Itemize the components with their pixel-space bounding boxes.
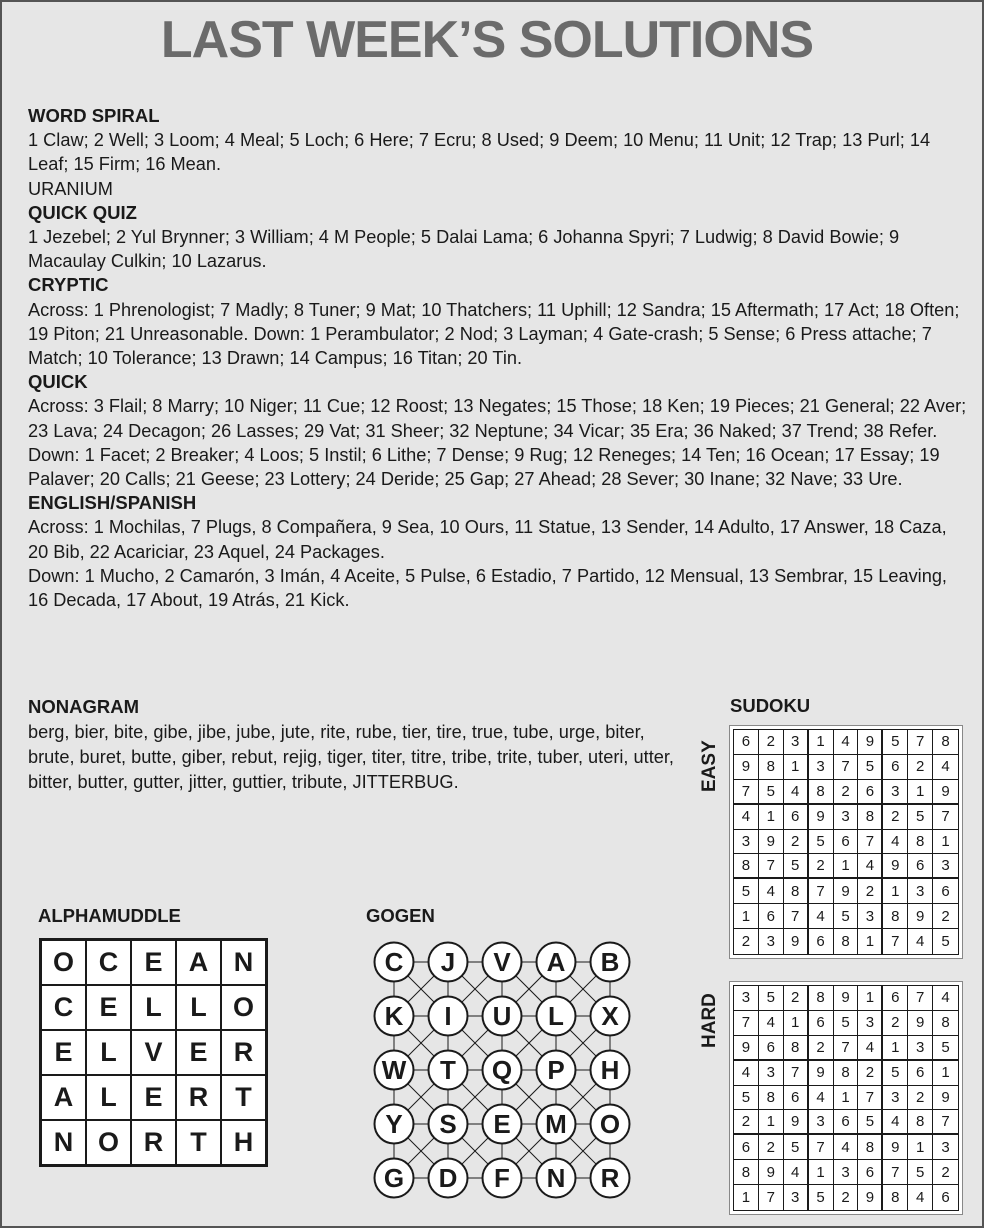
alphamuddle-cell: T	[221, 1075, 266, 1120]
sudoku-cell: 4	[809, 904, 834, 929]
sudoku-cell: 5	[809, 830, 834, 855]
sudoku-cell: 6	[908, 1061, 933, 1086]
sudoku-cell: 6	[834, 830, 859, 855]
section-cryptic	[28, 273, 968, 370]
sudoku-cell: 5	[883, 730, 908, 755]
gogen-letter: M	[545, 1109, 567, 1139]
section-paragraph: URANIUM	[28, 178, 113, 199]
gogen-letter: V	[493, 947, 511, 977]
sudoku-cell: 6	[883, 986, 908, 1011]
sudoku-cell: 9	[759, 1160, 784, 1185]
gogen-letter: W	[381, 1055, 407, 1085]
sudoku-cell: 6	[834, 1110, 859, 1135]
sudoku-cell: 4	[809, 1086, 834, 1111]
gogen-letter: X	[601, 1001, 619, 1031]
sudoku-cell: 8	[759, 755, 784, 780]
gogen-letter: O	[599, 1109, 621, 1139]
sudoku-cell: 3	[834, 1160, 859, 1185]
alphamuddle-grid	[39, 938, 268, 1167]
sudoku-cell: 8	[759, 1086, 784, 1111]
sudoku-cell: 4	[759, 1011, 784, 1036]
sudoku-cell: 6	[908, 854, 933, 879]
sudoku-cell: 6	[784, 1086, 809, 1111]
sudoku-cell: 7	[759, 1185, 784, 1210]
sudoku-cell: 3	[759, 929, 784, 954]
sudoku-cell: 1	[734, 904, 759, 929]
sudoku-cell: 2	[933, 1160, 958, 1185]
sudoku-cell: 7	[784, 1061, 809, 1086]
section-quick	[28, 370, 968, 491]
gogen-letter: N	[546, 1163, 566, 1193]
sudoku-cell: 5	[734, 879, 759, 904]
sudoku-cell: 5	[933, 929, 958, 954]
sudoku-heading: SUDOKU	[730, 695, 811, 716]
sudoku-cell: 8	[809, 780, 834, 805]
sudoku-cell: 9	[784, 1110, 809, 1135]
nonagram-answers: berg, bier, bite, gibe, jibe, jube, jute, rite, rube, tier, tire, true, tube, urge, biter, brute, buret, butte, giber, rebut, rejig, tiger, titer, titre, tribe, trite, tuber, uteri, utter, bitter, butter, gutter, jitter, guttier, tribute, JITTERBUG.	[28, 722, 674, 792]
section-heading: CRYPTIC	[28, 274, 109, 296]
sudoku-cell: 4	[759, 879, 784, 904]
sudoku-cell: 4	[858, 854, 883, 879]
sudoku-cell: 2	[908, 1086, 933, 1111]
sudoku-cell: 6	[759, 904, 784, 929]
sudoku-cell: 7	[883, 929, 908, 954]
sudoku-cell: 5	[883, 1061, 908, 1086]
sudoku-cell: 2	[809, 854, 834, 879]
sudoku-cell: 3	[734, 830, 759, 855]
sudoku-cell: 3	[784, 730, 809, 755]
sudoku-cell: 4	[858, 1036, 883, 1061]
sudoku-cell: 3	[858, 1011, 883, 1036]
gogen-letter: F	[494, 1163, 510, 1193]
sudoku-cell: 1	[858, 986, 883, 1011]
sudoku-cell: 2	[858, 1061, 883, 1086]
sudoku-cell: 3	[809, 755, 834, 780]
sudoku-cell: 8	[734, 854, 759, 879]
sudoku-cell: 8	[784, 879, 809, 904]
sudoku-cell: 2	[908, 755, 933, 780]
sudoku-cell: 7	[809, 879, 834, 904]
sudoku-cell: 2	[858, 879, 883, 904]
gogen-letter: A	[546, 947, 566, 977]
alphamuddle-cell: E	[176, 1030, 221, 1075]
sudoku-cell: 4	[908, 929, 933, 954]
section-paragraph: Across: 1 Phrenologist; 7 Madly; 8 Tuner; 9 Mat; 10 Thatchers; 11 Uphill; 12 Sandra; 15 Aftermath; 17 Act; 18 Often; 19 Piton; 21 Unreasonable. Down: 1 Perambulator; 2 Nod; 3 Layman; 4 Gate-crash; 5 Sense; 6 Press attache; 7 Match; 10 Tolerance; 13 Drawn; 14 Campus; 16 Titan; 20 Tin.	[28, 299, 960, 369]
sudoku-cell: 5	[784, 854, 809, 879]
sudoku-cell: 3	[759, 1061, 784, 1086]
sudoku-cell: 8	[834, 1061, 859, 1086]
sudoku-cell: 9	[734, 1036, 759, 1061]
sudoku-cell: 3	[858, 904, 883, 929]
solutions-text	[28, 104, 968, 612]
sudoku-cell: 2	[784, 830, 809, 855]
sudoku-hard-grid	[730, 982, 962, 1214]
nonagram-heading: NONAGRAM	[28, 696, 139, 717]
sudoku-cell: 6	[858, 780, 883, 805]
gogen-letter: B	[600, 947, 620, 977]
sudoku-cell: 2	[834, 780, 859, 805]
sudoku-cell: 5	[759, 986, 784, 1011]
section-word-spiral	[28, 104, 968, 201]
page-title: LAST WEEK’S SOLUTIONS	[160, 11, 814, 69]
sudoku-cell: 9	[759, 830, 784, 855]
sudoku-cell: 9	[858, 1185, 883, 1210]
sudoku-cell: 7	[834, 1036, 859, 1061]
sudoku-cell: 9	[933, 1086, 958, 1111]
gogen-letter: H	[600, 1055, 620, 1085]
sudoku-cell: 5	[933, 1036, 958, 1061]
sudoku-cell: 2	[734, 1110, 759, 1135]
sudoku-cell: 9	[883, 1135, 908, 1160]
sudoku-cell: 5	[834, 904, 859, 929]
sudoku-easy-label: EASY	[699, 740, 720, 792]
sudoku-cell: 9	[809, 1061, 834, 1086]
sudoku-cell: 5	[858, 1110, 883, 1135]
section-paragraph: 1 Claw; 2 Well; 3 Loom; 4 Meal; 5 Loch; 6 Here; 7 Ecru; 8 Used; 9 Deem; 10 Menu; 11 Unit; 12 Trap; 13 Purl; 14 Leaf; 15 Firm; 16 Mean.	[28, 130, 931, 175]
sudoku-cell: 8	[734, 1160, 759, 1185]
sudoku-cell: 7	[858, 830, 883, 855]
sudoku-cell: 4	[883, 830, 908, 855]
alphamuddle-cell: E	[41, 1030, 86, 1075]
sudoku-cell: 1	[858, 929, 883, 954]
sudoku-cell: 1	[883, 1036, 908, 1061]
sudoku-cell: 1	[834, 1086, 859, 1111]
sudoku-cell: 2	[759, 730, 784, 755]
sudoku-cell: 5	[908, 805, 933, 830]
sudoku-cell: 4	[734, 1061, 759, 1086]
alphamuddle-cell: L	[86, 1075, 131, 1120]
sudoku-cell: 6	[734, 1135, 759, 1160]
gogen-grid	[366, 932, 646, 1222]
sudoku-cell: 7	[809, 1135, 834, 1160]
sudoku-cell: 3	[933, 1135, 958, 1160]
alphamuddle-cell: N	[41, 1120, 86, 1165]
sudoku-cell: 1	[784, 755, 809, 780]
section-english-spanish	[28, 491, 968, 612]
sudoku-cell: 1	[933, 1061, 958, 1086]
alphamuddle-cell: C	[41, 985, 86, 1030]
gogen-letter: P	[547, 1055, 565, 1085]
sudoku-cell: 9	[809, 805, 834, 830]
sudoku-cell: 4	[784, 1160, 809, 1185]
sudoku-cell: 3	[734, 986, 759, 1011]
section-paragraph: Across: 1 Mochilas, 7 Plugs, 8 Compañera, 9 Sea, 10 Ours, 11 Statue, 13 Sender, 14 Adulto, 17 Answer, 18 Caza, 20 Bib, 22 Acariciar, 23 Aquel, 24 Packages.	[28, 517, 947, 562]
sudoku-cell: 6	[883, 755, 908, 780]
sudoku-cell: 1	[784, 1011, 809, 1036]
gogen-letter: C	[384, 947, 404, 977]
gogen-letter: U	[492, 1001, 512, 1031]
sudoku-cell: 5	[784, 1135, 809, 1160]
sudoku-cell: 9	[858, 730, 883, 755]
section-heading: QUICK	[28, 371, 88, 393]
alphamuddle-cell: O	[221, 985, 266, 1030]
sudoku-hard-label: HARD	[699, 993, 720, 1048]
alphamuddle-cell: T	[176, 1120, 221, 1165]
alphamuddle-cell: V	[131, 1030, 176, 1075]
sudoku-cell: 6	[933, 879, 958, 904]
sudoku-cell: 9	[908, 1011, 933, 1036]
sudoku-cell: 7	[834, 755, 859, 780]
sudoku-cell: 9	[834, 879, 859, 904]
gogen-letter: S	[439, 1109, 457, 1139]
alphamuddle-cell: A	[176, 940, 221, 985]
sudoku-cell: 9	[883, 854, 908, 879]
sudoku-cell: 1	[933, 830, 958, 855]
section-heading: QUICK QUIZ	[28, 201, 137, 223]
sudoku-cell: 8	[933, 1011, 958, 1036]
sudoku-cell: 7	[908, 986, 933, 1011]
sudoku-cell: 1	[809, 1160, 834, 1185]
alphamuddle-cell: R	[131, 1120, 176, 1165]
section-heading: WORD SPIRAL	[28, 105, 160, 126]
sudoku-cell: 1	[809, 730, 834, 755]
sudoku-cell: 6	[734, 730, 759, 755]
alphamuddle-cell: O	[41, 940, 86, 985]
sudoku-cell: 8	[908, 830, 933, 855]
alphamuddle-cell: A	[41, 1075, 86, 1120]
alphamuddle-cell: E	[131, 1075, 176, 1120]
sudoku-cell: 8	[908, 1110, 933, 1135]
sudoku-cell: 4	[834, 730, 859, 755]
gogen-letter: G	[383, 1163, 405, 1193]
sudoku-cell: 7	[784, 904, 809, 929]
sudoku-cell: 5	[834, 1011, 859, 1036]
sudoku-cell: 8	[883, 1185, 908, 1210]
sudoku-cell: 4	[933, 755, 958, 780]
gogen-letter: T	[440, 1055, 456, 1085]
gogen-letter: D	[438, 1163, 458, 1193]
sudoku-cell: 7	[858, 1086, 883, 1111]
sudoku-cell: 1	[908, 1135, 933, 1160]
sudoku-cell: 1	[759, 1110, 784, 1135]
sudoku-cell: 2	[883, 805, 908, 830]
sudoku-cell: 4	[784, 780, 809, 805]
sudoku-cell: 9	[734, 755, 759, 780]
alphamuddle-cell: R	[176, 1075, 221, 1120]
sudoku-cell: 6	[858, 1160, 883, 1185]
sudoku-cell: 1	[734, 1185, 759, 1210]
sudoku-cell: 9	[908, 904, 933, 929]
sudoku-cell: 8	[933, 730, 958, 755]
section-heading: ENGLISH/SPANISH	[28, 492, 197, 514]
sudoku-cell: 2	[784, 986, 809, 1011]
section-paragraph: Across: 3 Flail; 8 Marry; 10 Niger; 11 Cue; 12 Roost; 13 Negates; 15 Those; 18 Ken; 19 Pieces; 21 General; 22 Aver; 23 Lava; 24 Decagon; 26 Lasses; 29 Vat; 31 Sheer; 32 Neptune; 34 Vicar; 35 Era; 36 Naked; 37 Trend; 38 Refer. Down: 1 Facet; 2 Breaker; 4 Loos; 5 Instil; 6 Lithe; 7 Dense; 9 Rug; 12 Reneges; 14 Ten; 16 Ocean; 17 Essay; 19 Palaver; 20 Calls; 21 Geese; 23 Lottery; 24 Deride; 25 Gap; 27 Ahead; 28 Sever; 30 Inane; 32 Nave; 33 Ure.	[28, 396, 967, 490]
alphamuddle-cell: C	[86, 940, 131, 985]
sudoku-cell: 3	[834, 805, 859, 830]
alphamuddle-cell: O	[86, 1120, 131, 1165]
sudoku-cell: 5	[759, 780, 784, 805]
gogen-letter: L	[548, 1001, 564, 1031]
sudoku-cell: 7	[933, 1110, 958, 1135]
sudoku-cell: 5	[809, 1185, 834, 1210]
sudoku-cell: 7	[933, 805, 958, 830]
section-paragraph: Down: 1 Mucho, 2 Camarón, 3 Imán, 4 Aceite, 5 Pulse, 6 Estadio, 7 Partido, 12 Mensual, 13 Sembrar, 15 Leaving, 16 Decada, 17 About, 19 Atrás, 21 Kick.	[28, 565, 947, 611]
alphamuddle-heading: ALPHAMUDDLE	[38, 905, 181, 926]
sudoku-cell: 3	[883, 780, 908, 805]
sudoku-easy-grid	[730, 726, 962, 958]
sudoku-cell: 3	[908, 879, 933, 904]
sudoku-cell: 3	[908, 1036, 933, 1061]
sudoku-cell: 1	[883, 879, 908, 904]
gogen-letter: Q	[491, 1055, 513, 1085]
alphamuddle-cell: L	[176, 985, 221, 1030]
gogen-letter: I	[444, 1001, 452, 1031]
alphamuddle-cell: N	[221, 940, 266, 985]
gogen-letter: R	[600, 1163, 620, 1193]
sudoku-cell: 4	[933, 986, 958, 1011]
alphamuddle-cell: H	[221, 1120, 266, 1165]
sudoku-cell: 7	[759, 854, 784, 879]
sudoku-cell: 2	[834, 1185, 859, 1210]
sudoku-cell: 7	[734, 780, 759, 805]
alphamuddle-cell: E	[131, 940, 176, 985]
sudoku-cell: 3	[933, 854, 958, 879]
gogen-letter: Y	[385, 1109, 403, 1139]
sudoku-cell: 1	[834, 854, 859, 879]
sudoku-cell: 2	[933, 904, 958, 929]
sudoku-cell: 2	[809, 1036, 834, 1061]
sudoku-cell: 2	[759, 1135, 784, 1160]
sudoku-cell: 7	[734, 1011, 759, 1036]
sudoku-cell: 6	[809, 929, 834, 954]
sudoku-cell: 1	[759, 805, 784, 830]
sudoku-cell: 9	[933, 780, 958, 805]
gogen-letter: K	[384, 1001, 404, 1031]
sudoku-cell: 6	[933, 1185, 958, 1210]
sudoku-cell: 6	[809, 1011, 834, 1036]
alphamuddle-cell: L	[86, 1030, 131, 1075]
alphamuddle-cell: E	[86, 985, 131, 1030]
sudoku-cell: 3	[883, 1086, 908, 1111]
sudoku-cell: 8	[883, 904, 908, 929]
gogen-letter: E	[493, 1109, 511, 1139]
sudoku-cell: 2	[734, 929, 759, 954]
gogen-heading: GOGEN	[366, 905, 435, 926]
sudoku-cell: 1	[908, 780, 933, 805]
sudoku-cell: 8	[834, 929, 859, 954]
sudoku-cell: 9	[834, 986, 859, 1011]
sudoku-cell: 4	[883, 1110, 908, 1135]
sudoku-cell: 9	[784, 929, 809, 954]
alphamuddle-cell: L	[131, 985, 176, 1030]
sudoku-cell: 4	[908, 1185, 933, 1210]
sudoku-cell: 6	[759, 1036, 784, 1061]
sudoku-cell: 4	[834, 1135, 859, 1160]
sudoku-cell: 5	[734, 1086, 759, 1111]
sudoku-cell: 8	[858, 1135, 883, 1160]
sudoku-cell: 6	[784, 805, 809, 830]
sudoku-cell: 7	[883, 1160, 908, 1185]
section-paragraph: 1 Jezebel; 2 Yul Brynner; 3 William; 4 M People; 5 Dalai Lama; 6 Johanna Spyri; 7 Ludwig; 8 David Bowie; 9 Macaulay Culkin; 10 Lazarus.	[28, 227, 900, 272]
sudoku-cell: 5	[908, 1160, 933, 1185]
gogen-letter: J	[440, 947, 456, 977]
sudoku-cell: 8	[858, 805, 883, 830]
sudoku-cell: 7	[908, 730, 933, 755]
section-quick-quiz	[28, 201, 968, 274]
sudoku-cell: 8	[784, 1036, 809, 1061]
sudoku-cell: 5	[858, 755, 883, 780]
sudoku-cell: 4	[734, 805, 759, 830]
alphamuddle-cell: R	[221, 1030, 266, 1075]
sudoku-cell: 3	[784, 1185, 809, 1210]
sudoku-cell: 3	[809, 1110, 834, 1135]
sudoku-cell: 8	[809, 986, 834, 1011]
sudoku-cell: 2	[883, 1011, 908, 1036]
